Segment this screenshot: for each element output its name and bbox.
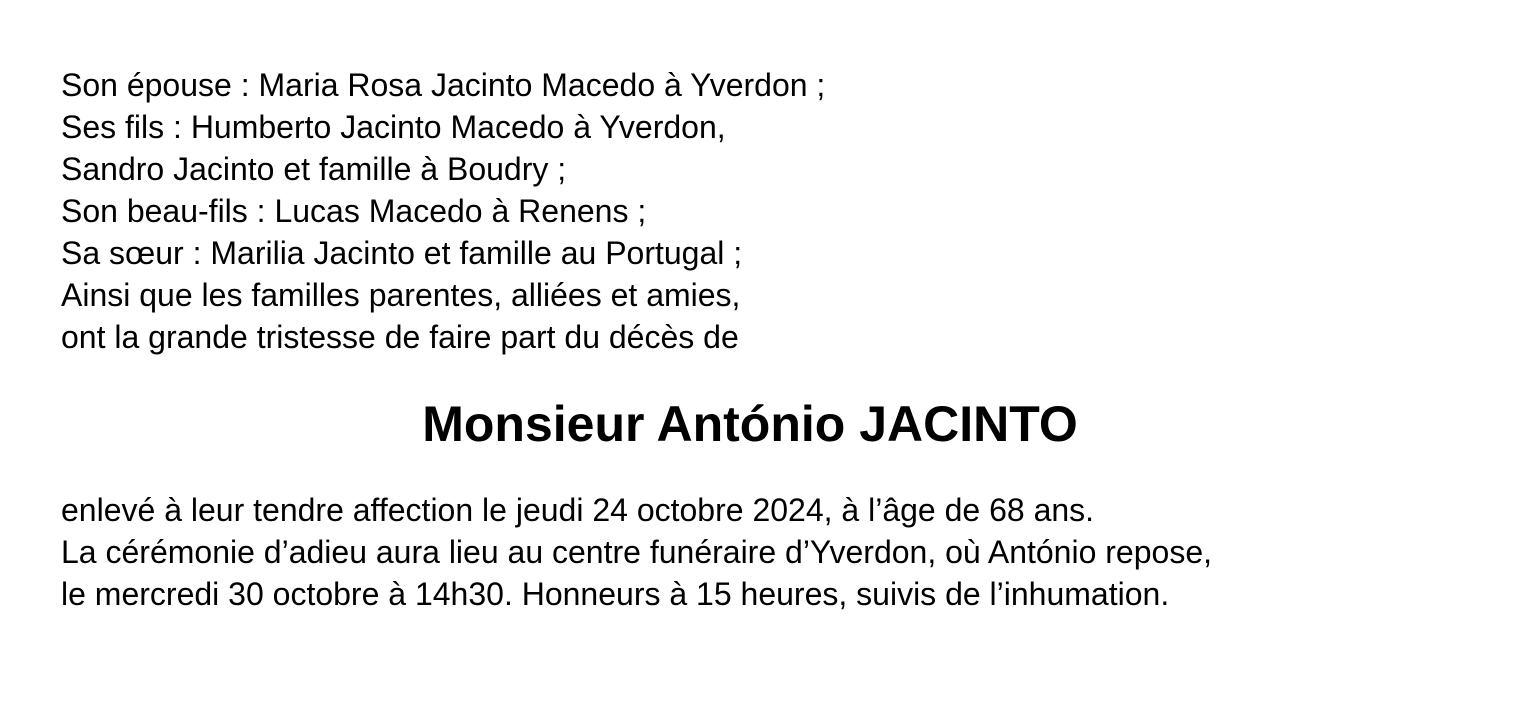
family-line-spouse: Son épouse : Maria Rosa Jacinto Macedo à Yverdon ;: [61, 67, 826, 103]
closing-line-passing: enlevé à leur tendre affection le jeudi 24 octobre 2024, à l’âge de 68 ans.: [61, 492, 1095, 528]
family-line-announcement: ont la grande tristesse de faire part du décès de: [61, 319, 739, 355]
family-line-sister: Sa sœur : Marilia Jacinto et famille au Portugal ;: [61, 235, 743, 271]
closing-line-ceremony: La cérémonie d’adieu aura lieu au centre funéraire d’Yverdon, où António repose,: [61, 534, 1212, 570]
family-line-son-in-law: Son beau-fils : Lucas Macedo à Renens ;: [61, 193, 647, 229]
family-line-sons: Ses fils : Humberto Jacinto Macedo à Yverdon,: [61, 109, 726, 145]
family-announcement: [61, 64, 1481, 358]
family-line-sons-continued: Sandro Jacinto et famille à Boudry ;: [61, 151, 567, 187]
family-line-relatives: Ainsi que les familles parentes, alliées et amies,: [61, 277, 741, 313]
death-notice: [61, 64, 1481, 615]
deceased-name: Monsieur António JACINTO: [422, 396, 1078, 452]
ceremony-details: [61, 489, 1481, 615]
closing-line-schedule: le mercredi 30 octobre à 14h30. Honneurs à 15 heures, suivis de l’inhumation.: [61, 576, 1170, 612]
